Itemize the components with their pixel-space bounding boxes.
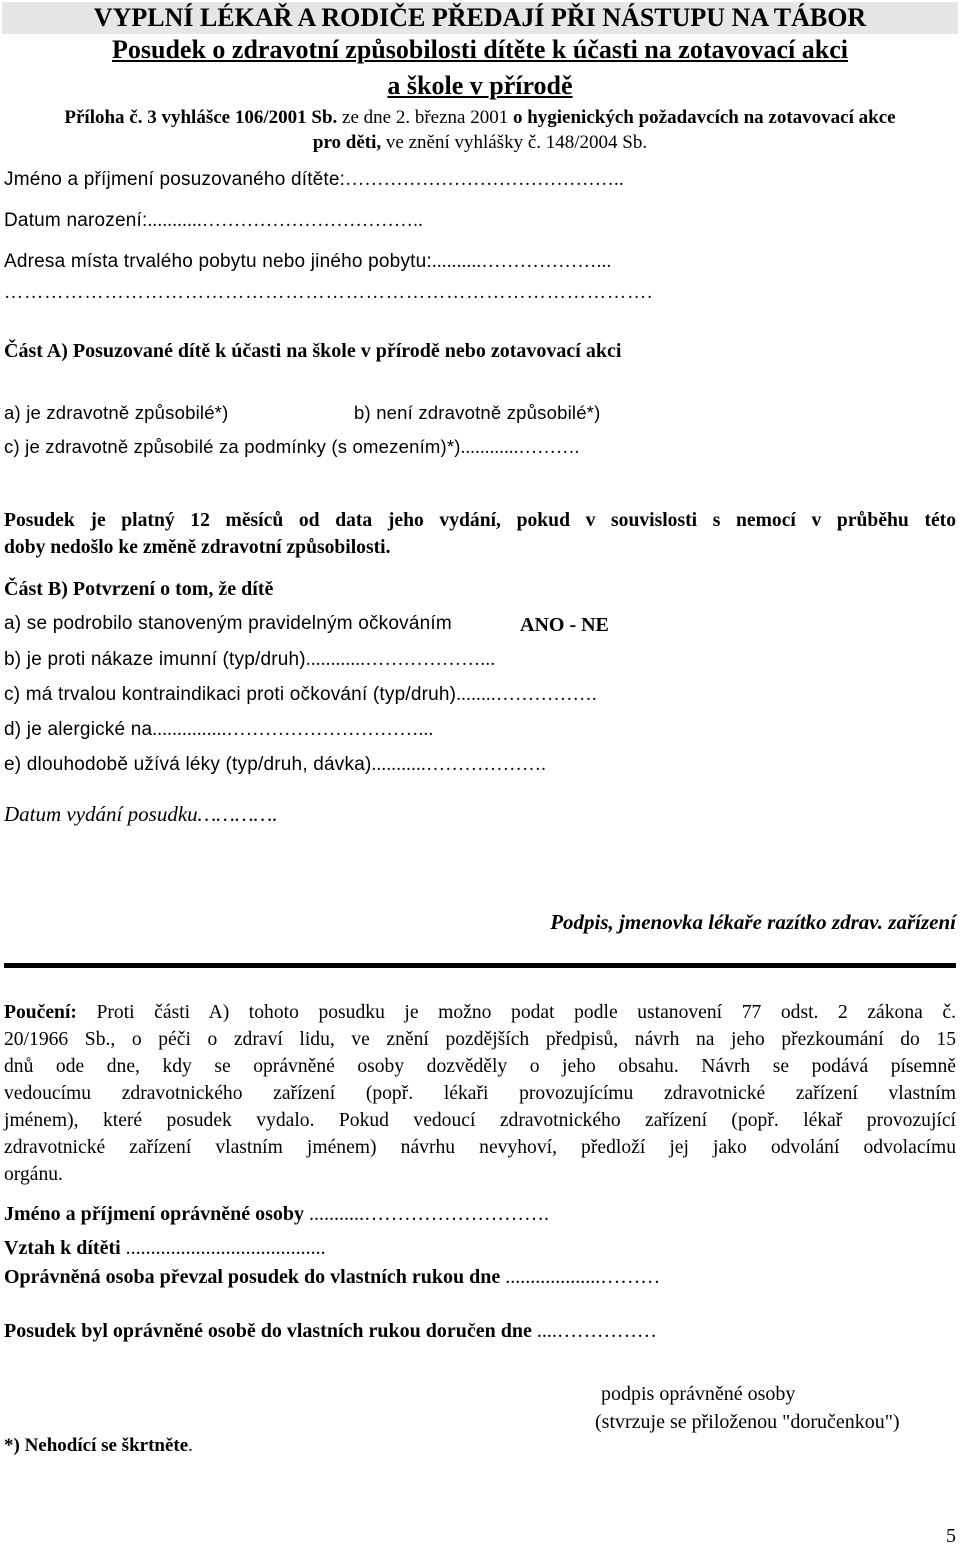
part-a-option-c[interactable]	[4, 437, 579, 458]
appendix-ref: Příloha č. 3 vyhlášce 106/2001 Sb.	[64, 107, 338, 128]
relation-blank[interactable]: ........................................	[120, 1237, 326, 1259]
notice-line-7: orgánu.	[4, 1164, 63, 1185]
part-a-heading: Část A) Posuzované dítě k účasti na škole v přírodě nebo zotavovací akci	[4, 340, 622, 362]
notice-line-2: 20/1966 Sb., o péči o zdraví lidu, ve znění pozdějších předpisů, návrh na jeho přezkoumání do 15	[4, 1029, 956, 1050]
part-b-item-e-blank[interactable]: ...........……………….	[371, 754, 547, 775]
part-a-option-b: b) není zdravotně způsobilé*)	[354, 402, 601, 423]
part-a-option-c-label: c) je zdravotně způsobilé za podmínky (s omezením)*)	[4, 436, 461, 457]
part-b-item-c-blank[interactable]: ........…………….	[456, 684, 597, 705]
part-b-item-e-label: e) dlouhodobě užívá léky (typ/druh, dávka)	[4, 754, 372, 775]
delivered-date-label: Posudek byl oprávněné osobě do vlastních rukou doručen dne	[4, 1320, 532, 1342]
validity-line1: Posudek je platný 12 měsíců od data jeho vydání, pokud v souvislosti s nemocí v průběhu této	[4, 510, 956, 531]
part-b-item-c[interactable]	[4, 685, 597, 706]
notice-paragraph	[4, 999, 956, 1188]
part-b-item-d[interactable]	[4, 720, 433, 741]
part-b-heading: Část B) Potvrzení o tom, že dítě	[4, 578, 274, 600]
address-blank-line2[interactable]: …………………………………………………………………………………….	[4, 282, 654, 303]
received-date-label: Oprávněná osoba převzal posudek do vlastních rukou dne	[4, 1266, 501, 1288]
notice-line-4: vedoucímu zdravotnického zařízení (popř. lékaři provozujícímu zdravotnické zařízení vlastním	[4, 1083, 956, 1104]
notice-line-6: zdravotnické zařízení vlastním jménem) návrhu nevyhoví, předloží jej jako odvolání odvolacímu	[4, 1137, 956, 1158]
footnote-text: *) Nehodící se škrtněte	[4, 1435, 189, 1456]
part-a-option-c-blank[interactable]: ............……….	[460, 438, 580, 458]
address-field[interactable]	[4, 252, 611, 273]
address-label: Adresa místa trvalého pobytu nebo jiného pobytu:	[4, 251, 432, 272]
received-date-blank[interactable]: ...................………	[500, 1266, 661, 1288]
section-divider	[4, 963, 956, 968]
part-b-item-c-label: c) má trvalou kontraindikaci proti očkování (typ/druh)	[4, 684, 457, 705]
person-signature-note: (stvrzuje se přiloženou "doručenkou")	[595, 1411, 900, 1433]
appendix-subject: o hygienických požadavcích na zotavovací akce	[508, 107, 896, 128]
appendix-amendment: ve znění vyhlášky č. 148/2004 Sb.	[381, 132, 648, 153]
appendix-subject-cont: pro děti,	[312, 132, 382, 153]
appendix-date: ze dne 2. března 2001	[337, 107, 509, 128]
child-name-field[interactable]	[4, 170, 624, 191]
part-b-item-b-blank[interactable]: ............………………...	[305, 649, 496, 670]
footnote-end: .	[188, 1435, 193, 1456]
notice-label: Poučení:	[4, 1002, 77, 1023]
relation-field[interactable]	[4, 1237, 326, 1259]
part-b-item-d-label: d) je alergické na	[4, 719, 153, 740]
vaccination-answer[interactable]: ANO - NE	[520, 614, 609, 636]
child-name-blank[interactable]: ……………………………………..	[345, 169, 624, 190]
delivered-date-field[interactable]	[4, 1320, 657, 1342]
authorized-name-blank[interactable]: ...........……………………….	[304, 1203, 549, 1225]
authorized-name-label: Jméno a příjmení oprávněné osoby	[4, 1203, 304, 1225]
banner-heading: VYPLNÍ LÉKAŘ A RODIČE PŘEDAJÍ PŘI NÁSTUPU NA TÁBOR	[93, 3, 867, 32]
received-date-field[interactable]	[4, 1266, 660, 1288]
notice-line-5: jménem), které posudek vydalo. Pokud vedoucí zdravotnického zařízení (popř. lékař provozující	[4, 1110, 956, 1131]
doctor-signature-caption: Podpis, jmenovka lékaře razítko zdrav. zařízení	[550, 910, 956, 934]
notice-line-1	[4, 999, 956, 1026]
validity-line2: doby nedošlo ke změně zdravotní způsobilosti.	[4, 537, 391, 558]
part-b-item-d-blank[interactable]: ...............…………………………...	[152, 719, 434, 740]
birth-date-label: Datum narození:	[4, 210, 148, 231]
part-b-item-b[interactable]	[4, 650, 495, 671]
part-b-item-e[interactable]	[4, 755, 546, 776]
person-signature-caption: podpis oprávněné osoby	[601, 1383, 796, 1405]
part-a-option-a: a) je zdravotně způsobilé*)	[4, 402, 229, 423]
birth-date-field[interactable]	[4, 211, 423, 232]
relation-label: Vztah k dítěti	[4, 1237, 121, 1259]
appendix-line1	[0, 108, 960, 129]
issue-date-field[interactable]: Datum vydání posudku………….	[4, 802, 278, 826]
part-b-item-b-label: b) je proti nákaze imunní (typ/druh)	[4, 649, 306, 670]
part-b-item-a: a) se podrobilo stanoveným pravidelným očkováním	[4, 613, 452, 634]
notice-line-3: dnů ode dne, kdy se oprávněné osoby dozvěděly o jeho obsahu. Návrh se podává písemně	[4, 1056, 956, 1077]
form-title-line1: Posudek o zdravotní způsobilosti dítěte k účasti na zotavovací akci	[112, 35, 848, 64]
appendix-line2	[0, 133, 960, 154]
footnote	[4, 1436, 193, 1457]
authorized-name-field[interactable]	[4, 1203, 549, 1225]
form-title-line2: a škole v přírodě	[387, 71, 573, 100]
page-number: 5	[946, 1525, 956, 1547]
validity-note	[4, 507, 956, 561]
address-blank[interactable]: ..........………………...	[431, 251, 612, 272]
birth-date-blank[interactable]: ...........……………………………..	[147, 210, 424, 231]
notice-text-1: Proti části A) tohoto posudku je možno podat podle ustanovení 77 odst. 2 zákona č.	[96, 1002, 956, 1023]
delivered-date-blank[interactable]: ....……………	[531, 1320, 657, 1342]
child-name-label: Jméno a příjmení posuzovaného dítěte:	[4, 169, 346, 190]
